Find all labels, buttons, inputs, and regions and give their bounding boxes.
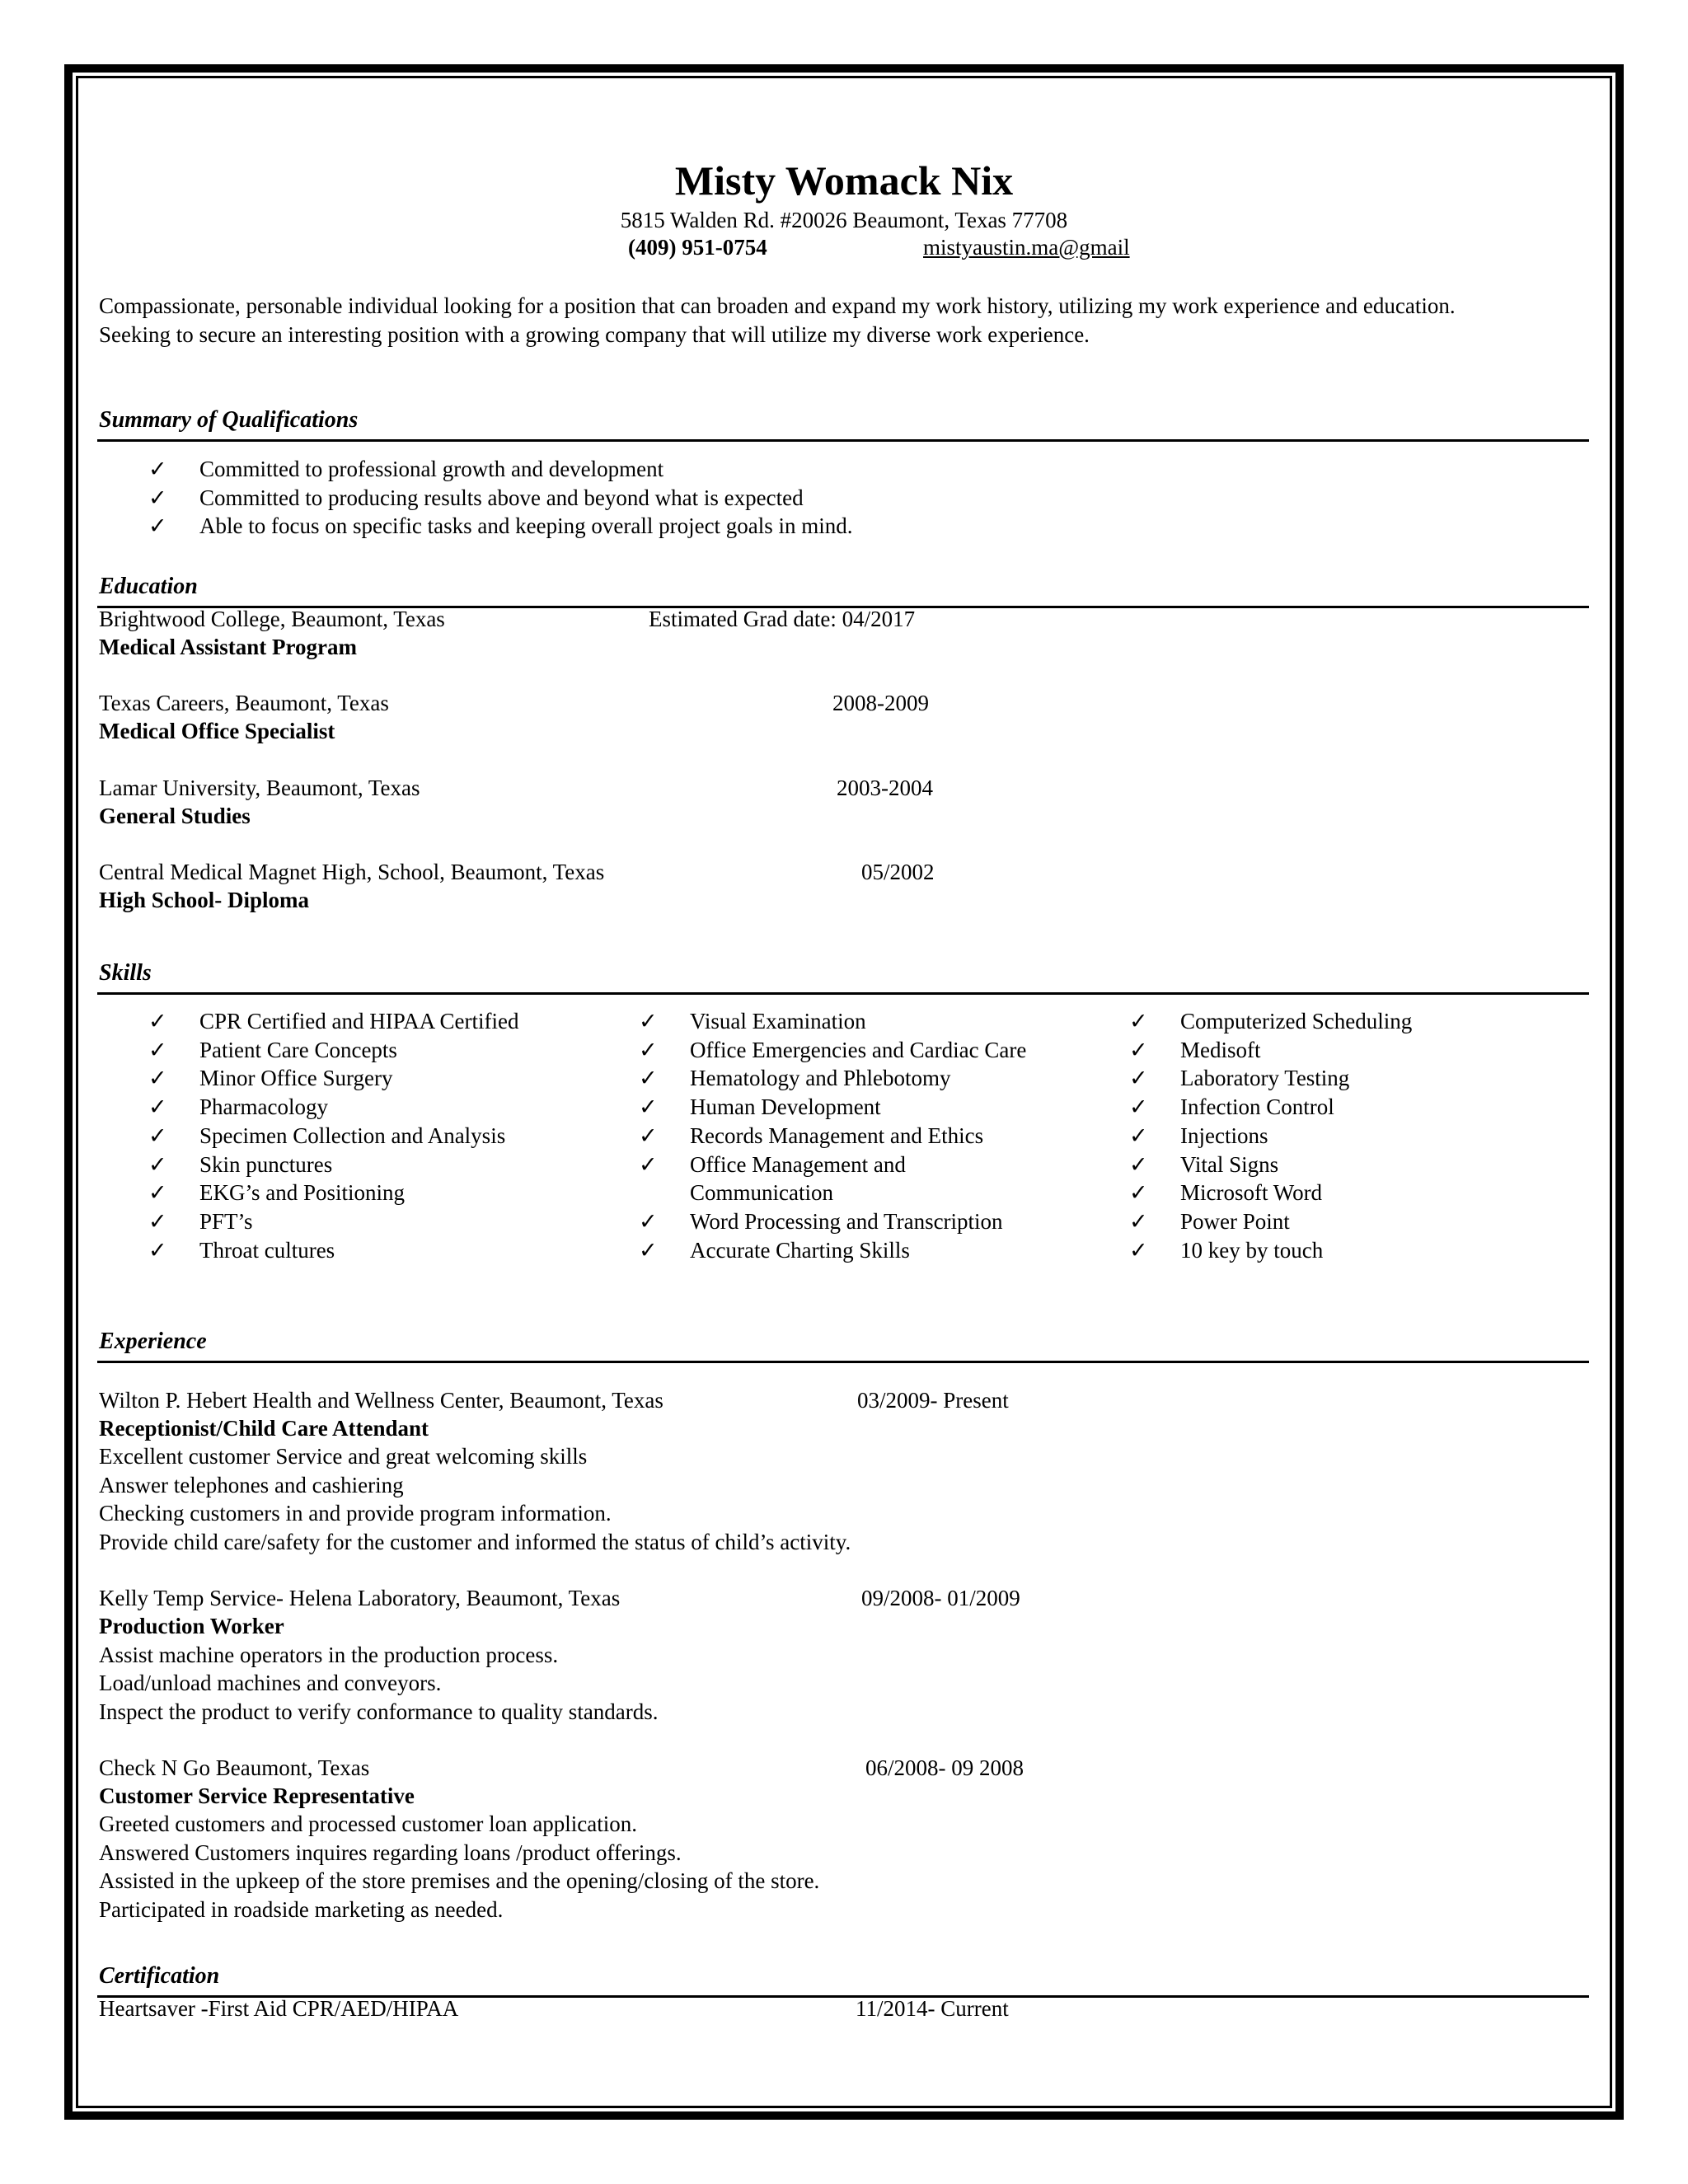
check-icon: ✓	[639, 1094, 658, 1120]
job-duty: Greeted customers and processed customer loan application.	[99, 1811, 638, 1836]
check-icon: ✓	[639, 1037, 658, 1062]
check-icon: ✓	[148, 1208, 167, 1234]
check-icon: ✓	[1129, 1151, 1148, 1177]
education-program: General Studies	[99, 804, 251, 828]
check-icon: ✓	[1129, 1066, 1148, 1091]
job-duty: Assist machine operators in the production process.	[99, 1643, 559, 1667]
certification-dates: 11/2014- Current	[856, 1996, 1009, 2021]
skills-heading: Skills	[99, 960, 152, 986]
education-heading: Education	[99, 574, 198, 599]
list-item: ✓ Office Emergencies and Cardiac Care	[639, 1036, 1026, 1065]
education-school: Lamar University, Beaumont, Texas	[99, 776, 420, 800]
summary-heading: Summary of Qualifications	[99, 407, 359, 433]
check-icon: ✓	[1129, 1009, 1148, 1033]
list-item: ✓ Able to focus on specific tasks and keeping overall project goals in mind.	[148, 512, 853, 541]
list-item: ✓ 10 key by touch	[1129, 1236, 1412, 1265]
list-item: ✓ Visual Examination	[639, 1007, 1026, 1036]
check-icon: ✓	[148, 1037, 167, 1062]
skills-column-3	[1129, 1007, 1412, 1264]
check-icon: ✓	[1129, 1208, 1148, 1234]
objective-paragraph: Compassionate, personable individual looking for a position that can broaden and expand my work history, utilizing my work experience and education. Seeking to secure an interesting position with a growing company that will utilize my diverse work experience.	[99, 293, 1456, 347]
education-date: Estimated Grad date: 04/2017	[649, 607, 916, 631]
check-icon: ✓	[1129, 1237, 1148, 1263]
check-icon: ✓	[639, 1208, 658, 1234]
list-item: ✓ Throat cultures	[148, 1236, 518, 1265]
list-item: ✓ Vital Signs	[1129, 1151, 1412, 1179]
job-duty: Load/unload machines and conveyors.	[99, 1671, 442, 1695]
skills-rule	[97, 992, 1589, 995]
job-duty: Excellent customer Service and great welcoming skills	[99, 1444, 588, 1469]
check-icon: ✓	[148, 485, 167, 510]
check-icon: ✓	[639, 1151, 658, 1177]
list-item: ✓ Accurate Charting Skills	[639, 1236, 1026, 1265]
education-school: Texas Careers, Beaumont, Texas	[99, 691, 389, 715]
list-item: ✓ Hematology and Phlebotomy	[639, 1064, 1026, 1093]
skills-column-2	[639, 1007, 1026, 1264]
experience-rule	[97, 1361, 1589, 1363]
job-duty: Checking customers in and provide program information.	[99, 1501, 612, 1526]
check-icon: ✓	[148, 1066, 167, 1091]
job-duty: Answer telephones and cashiering	[99, 1473, 404, 1497]
list-item: ✓ Computerized Scheduling	[1129, 1007, 1412, 1036]
skills-column-1	[148, 1007, 518, 1264]
check-icon: ✓	[148, 1009, 167, 1033]
check-icon: ✓	[639, 1237, 658, 1263]
job-duty: Inspect the product to verify conformance to quality standards.	[99, 1699, 659, 1724]
list-item: ✓ Records Management and Ethics	[639, 1122, 1026, 1151]
check-icon: ✓	[1129, 1180, 1148, 1206]
education-school: Central Medical Magnet High, School, Beaumont, Texas	[99, 860, 605, 884]
phone: (409) 951-0754	[628, 235, 767, 260]
check-icon: ✓	[1129, 1094, 1148, 1120]
job-duty: Participated in roadside marketing as needed.	[99, 1897, 504, 1922]
list-item: ✓ CPR Certified and HIPAA Certified	[148, 1007, 518, 1036]
education-program: Medical Assistant Program	[99, 635, 357, 659]
check-icon: ✓	[1129, 1122, 1148, 1148]
summary-rule	[97, 439, 1589, 442]
list-item: ✓ Power Point	[1129, 1207, 1412, 1236]
list-item: ✓ Committed to professional growth and development	[148, 455, 853, 484]
job-employer: Check N Go Beaumont, Texas	[99, 1755, 370, 1780]
education-program: Medical Office Specialist	[99, 719, 335, 743]
list-item: ✓ Committed to producing results above and beyond what is expected	[148, 484, 853, 513]
education-date: 2008-2009	[832, 691, 929, 715]
list-item: ✓ Laboratory Testing	[1129, 1064, 1412, 1093]
list-item: ✓ Infection Control	[1129, 1093, 1412, 1122]
check-icon: ✓	[639, 1009, 658, 1033]
job-role: Production Worker	[99, 1614, 284, 1638]
certification-heading: Certification	[99, 1963, 220, 1989]
job-dates: 03/2009- Present	[857, 1388, 1009, 1413]
list-item: ✓ Office Management and	[639, 1151, 1026, 1179]
education-program: High School- Diploma	[99, 888, 310, 912]
check-icon: ✓	[148, 457, 167, 481]
check-icon: ✓	[148, 1180, 167, 1206]
job-duty: Assisted in the upkeep of the store premises and the opening/closing of the store.	[99, 1868, 820, 1893]
list-item: ✓ Medisoft	[1129, 1036, 1412, 1065]
check-icon: ✓	[148, 1237, 167, 1263]
check-icon: ✓	[639, 1066, 658, 1091]
check-icon: ✓	[148, 1094, 167, 1120]
job-employer: Kelly Temp Service- Helena Laboratory, Beaumont, Texas	[99, 1586, 621, 1610]
list-item: ✓ Specimen Collection and Analysis	[148, 1122, 518, 1151]
email-link[interactable]: mistyaustin.ma@gmail	[923, 235, 1130, 260]
list-item: ✓ Injections	[1129, 1122, 1412, 1151]
list-item: ✓ EKG’s and Positioning	[148, 1179, 518, 1207]
list-item: ✓ PFT’s	[148, 1207, 518, 1236]
job-duty: Answered Customers inquires regarding loans /product offerings.	[99, 1840, 682, 1865]
list-item: ✓ Word Processing and Transcription	[639, 1207, 1026, 1236]
summary-list	[148, 455, 853, 541]
check-icon: ✓	[639, 1122, 658, 1148]
list-item: ✓ Patient Care Concepts	[148, 1036, 518, 1065]
education-date: 05/2002	[861, 860, 935, 884]
experience-heading: Experience	[99, 1329, 207, 1354]
education-date: 2003-2004	[837, 776, 933, 800]
list-item: ✓ Microsoft Word	[1129, 1179, 1412, 1207]
list-item: ✓ Minor Office Surgery	[148, 1064, 518, 1093]
job-duty: Provide child care/safety for the customer and informed the status of child’s activity.	[99, 1530, 851, 1554]
job-dates: 09/2008- 01/2009	[861, 1586, 1020, 1610]
resume-name: Misty Womack Nix	[674, 157, 1014, 204]
list-item: ✓ Skin punctures	[148, 1151, 518, 1179]
list-item: ✓ Human Development	[639, 1093, 1026, 1122]
job-role: Customer Service Representative	[99, 1783, 415, 1808]
certification-name: Heartsaver -First Aid CPR/AED/HIPAA	[99, 1996, 459, 2021]
list-item-continuation: Communication	[690, 1180, 833, 1206]
check-icon: ✓	[148, 513, 167, 539]
check-icon: ✓	[148, 1151, 167, 1177]
job-dates: 06/2008- 09 2008	[865, 1755, 1024, 1780]
check-icon: ✓	[1129, 1037, 1148, 1062]
job-employer: Wilton P. Hebert Health and Wellness Center, Beaumont, Texas	[99, 1388, 663, 1413]
check-icon: ✓	[148, 1122, 167, 1148]
job-role: Receptionist/Child Care Attendant	[99, 1416, 429, 1441]
list-item: ✓ Pharmacology	[148, 1093, 518, 1122]
education-school: Brightwood College, Beaumont, Texas	[99, 607, 445, 631]
address: 5815 Walden Rd. #20026 Beaumont, Texas 77708	[620, 208, 1068, 232]
